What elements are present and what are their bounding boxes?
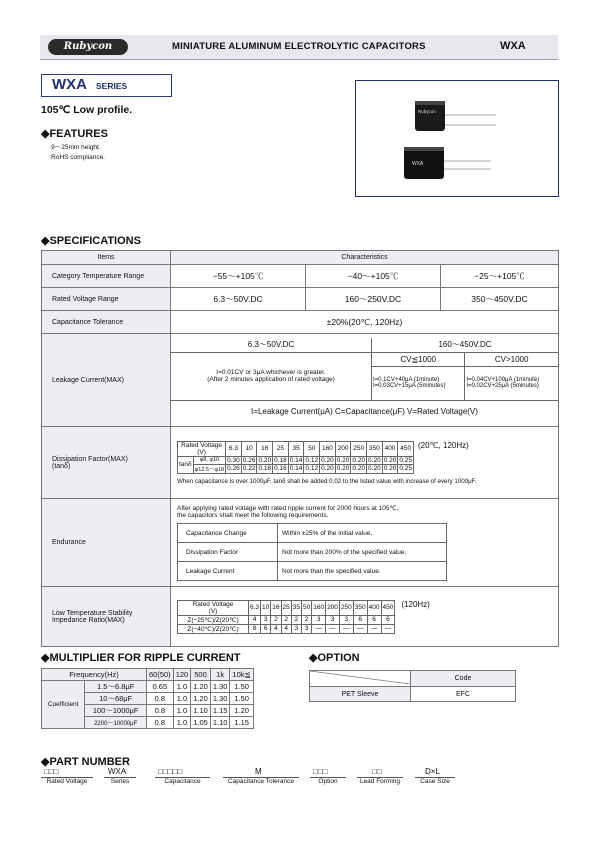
specs-title: ◆SPECIFICATIONS [41, 235, 141, 247]
specifications-table [41, 250, 559, 647]
cell: 0.20 [383, 456, 397, 464]
pn-code: □□ [372, 767, 382, 776]
feature-item: ·RoHS compliance. [49, 154, 105, 161]
cell [178, 600, 249, 615]
cell: 4 [249, 615, 261, 624]
cell: φ8, φ10 [193, 456, 225, 464]
cell: 0.22 [242, 465, 256, 472]
option-table [309, 670, 516, 702]
cell: Capacitance Change [178, 524, 278, 543]
cell: 0.30 [227, 456, 240, 464]
cell: tanδ [178, 456, 194, 473]
cell: 0.20 [352, 465, 366, 472]
cell: 10 [261, 600, 271, 615]
row-label [42, 587, 171, 647]
cell: 1.20 [191, 681, 211, 693]
cell: 500 [191, 669, 211, 681]
row-label: Endurance [42, 499, 171, 587]
cell: 1.50 [230, 693, 253, 705]
cell: 0.26 [242, 456, 256, 464]
row-label: Leakage Current(MAX) [42, 334, 171, 427]
cell: 3 [339, 615, 353, 624]
cell: 35 [291, 600, 301, 615]
leak-text: I=0.02CV+25μA (5minutes) [466, 383, 539, 389]
cell: 3 [291, 624, 301, 633]
cell [372, 366, 465, 400]
cell: Frequency(Hz) [42, 669, 147, 681]
cell: 1.50 [230, 681, 253, 693]
cell: 0.18 [274, 456, 287, 464]
cell: 6 [381, 615, 395, 624]
cell: Not more than the specified value. [278, 562, 447, 581]
feature-item: ·9～25mm height. [49, 144, 101, 151]
lt-table [177, 600, 395, 634]
cell: 0.12 [305, 456, 319, 464]
cell: φ12.5～φ18 [193, 464, 225, 473]
series-box [41, 74, 172, 97]
subtitle: 105℃ Low profile. [41, 104, 133, 116]
header-title: MINIATURE ALUMINUM ELECTROLYTIC CAPACITORS [172, 41, 426, 52]
lt-label: Low Temperature Stability [52, 609, 133, 617]
cell: 0.20 [368, 456, 381, 464]
cell: 1.30 [210, 693, 230, 705]
cell: 0.14 [289, 456, 303, 464]
cell: 6 [353, 615, 367, 624]
series-suffix: SERIES [96, 81, 128, 91]
rubycon-logo: Rubycon [48, 39, 128, 55]
cell: 4 [271, 624, 281, 633]
cap1-label: Rubycon [418, 109, 436, 114]
cell: 250 [339, 600, 353, 615]
cell: 1.0 [173, 705, 191, 717]
pn-label: Lead Forming [357, 777, 403, 785]
cell [465, 366, 558, 400]
cell: CV>1000 [465, 352, 558, 366]
leak-text: I=0.03CV+15μA (5minutes) [373, 383, 446, 389]
leak-text: I=0.01CV or 3μA whichever is greater. [216, 369, 326, 376]
lt-cell [171, 587, 559, 647]
cell: 160 [320, 441, 336, 456]
cell: 6 [261, 624, 271, 633]
cell: 350 [367, 441, 383, 456]
cell: 1.0 [173, 717, 191, 729]
cell [178, 441, 226, 456]
pn-label: Option [310, 777, 346, 785]
multiplier-table [41, 668, 254, 729]
cell: 6.3～50V.DC [171, 338, 372, 352]
cell: Not more than 200% of the specified value. [278, 543, 447, 562]
cell: 0.20 [352, 456, 366, 464]
cell: 450 [398, 441, 414, 456]
pn-label: Capacitance Tolerance [223, 777, 299, 785]
cell: Dissipation Factor [178, 543, 278, 562]
lt-condition: (120Hz) [401, 599, 430, 609]
leak-legend: I=Leakage Current(μA) C=Capacitance(μF) V=Rated Voltage(V) [251, 406, 478, 416]
cell: −40～+105℃ [306, 265, 441, 288]
cell: 0.26 [227, 465, 240, 472]
end-text: the capacitors shall meet the following requirements. [177, 512, 329, 519]
cell: 200 [335, 441, 351, 456]
cell: — [367, 624, 381, 633]
cell: 160～250V.DC [306, 288, 441, 311]
cell: 50 [304, 441, 320, 456]
cell: 2200～10000μF [85, 717, 147, 729]
cell: 6.3 [226, 441, 242, 456]
cell: 0.8 [147, 693, 174, 705]
pn-code: M [255, 767, 262, 776]
pn-code: □□□ [313, 767, 328, 776]
col-items: Items [42, 251, 171, 265]
cell: −25～+105℃ [441, 265, 559, 288]
cell: 1.05 [191, 717, 211, 729]
cell: 50 [301, 600, 311, 615]
pn-label: Case Size [415, 777, 455, 785]
cell: 3 [261, 615, 271, 624]
cell [171, 352, 372, 400]
cell: 2 [301, 615, 311, 624]
cell: 1.0 [173, 681, 191, 693]
cell: 60(50) [147, 669, 174, 681]
part-number-title: ◆PART NUMBER [41, 756, 130, 768]
cell: 10k≦ [230, 669, 253, 681]
product-photo [355, 80, 559, 197]
cell: CV≦1000 [372, 352, 465, 366]
cell: 400 [367, 600, 381, 615]
cell: Within ±25% of the initial value. [278, 524, 447, 543]
cell: 250 [351, 441, 367, 456]
pn-code: WXA [108, 767, 127, 776]
capacitor-image [356, 81, 558, 196]
cell: 1.5～6.8μF [85, 681, 147, 693]
cell: 0.12 [305, 465, 319, 472]
endurance-cell [171, 499, 559, 587]
lt-label2: Impedance Ratio(MAX) [52, 616, 125, 624]
cell: 2 [271, 615, 281, 624]
cell: 16 [257, 441, 273, 456]
cell: 100～1000μF [85, 705, 147, 717]
row-label: Capacitance Tolerance [42, 311, 171, 334]
cell: 10～68μF [85, 693, 147, 705]
cell: 8 [249, 624, 261, 633]
cell: Code [411, 671, 516, 687]
multiplier-title: ◆MULTIPLIER FOR RIPPLE CURRENT [41, 652, 241, 664]
leakage-cell [171, 334, 559, 427]
cell: 25 [273, 441, 289, 456]
cell: 0.20 [383, 465, 397, 472]
row-label: Category Temperature Range [42, 265, 171, 288]
df-cell [171, 427, 559, 499]
cell: 1.15 [210, 705, 230, 717]
row-label: Rated Voltage Range [42, 288, 171, 311]
cell: 2 [291, 615, 301, 624]
cell: — [339, 624, 353, 633]
cell: Z(−40℃)/Z(20℃) [178, 624, 249, 633]
cell: Leakage Current [178, 562, 278, 581]
unit-label: (V) [208, 607, 218, 615]
leak-text: I=0.04CV+100μA (1minute) [466, 377, 540, 383]
cell: −55～+105℃ [171, 265, 306, 288]
option-title: ◆OPTION [309, 652, 360, 664]
series-name: WXA [52, 76, 87, 93]
pn-label: Rated Voltage [41, 777, 93, 785]
cell: 1.20 [191, 693, 211, 705]
cell: 3 [301, 624, 311, 633]
cell: 0.20 [321, 465, 334, 472]
leak-text: (After 2 minutes application of rated voltage) [207, 376, 335, 383]
cell: 0.20 [258, 456, 272, 464]
cell: 1.20 [230, 705, 253, 717]
features-title: ◆FEATURES [41, 128, 108, 140]
cell: 6.3 [249, 600, 261, 615]
end-text: After applying rated voltage with rated ripple current for 2000 hours at 105℃, [177, 505, 399, 512]
cell: 350～450V.DC [441, 288, 559, 311]
cell: 1.15 [230, 717, 253, 729]
cell: 0.25 [399, 465, 412, 472]
cell: 0.8 [147, 705, 174, 717]
cell: 35 [288, 441, 304, 456]
cell: 0.65 [147, 681, 174, 693]
cell: ±20%(20℃, 120Hz) [171, 311, 559, 334]
cell: 450 [381, 600, 395, 615]
cell: 1k [210, 669, 230, 681]
cell: PET Sleeve [310, 687, 411, 702]
cell: 6 [367, 615, 381, 624]
cell: 200 [326, 600, 340, 615]
df-label: Dissipation Factor(MAX) [52, 455, 128, 463]
cell: — [381, 624, 395, 633]
cell: 4 [281, 624, 291, 633]
cell: — [353, 624, 367, 633]
cell: 400 [382, 441, 398, 456]
cell: Z(−25℃)/Z(20℃) [178, 615, 249, 624]
cell: 1.0 [173, 693, 191, 705]
df-label2: (tanδ) [52, 462, 71, 470]
pn-label: Capacitance [155, 777, 210, 785]
cell: 160 [312, 600, 326, 615]
cell: 0.18 [258, 465, 272, 472]
pn-label: Series [104, 777, 136, 785]
df-note: When capacitance is over 1000μF, tanδ shall be added 0.02 to the listed value with increase of every 1000μF. [177, 477, 477, 485]
cell: 0.16 [274, 465, 287, 472]
pn-code: D×L [425, 767, 440, 776]
col-characteristics: Characteristics [171, 251, 559, 265]
cell: 1.30 [210, 681, 230, 693]
cell: 6.3～50V.DC [171, 288, 306, 311]
cell: 0.20 [368, 465, 381, 472]
cell: — [312, 624, 326, 633]
pn-code: □□□ [44, 767, 59, 776]
cell: 3 [326, 615, 340, 624]
cell: 120 [173, 669, 191, 681]
endurance-table [177, 523, 447, 581]
cell: — [326, 624, 340, 633]
cell: 0.20 [336, 465, 350, 472]
diag-cell [310, 671, 411, 687]
cell: 350 [353, 600, 367, 615]
df-table [177, 441, 414, 474]
cell: 1.10 [191, 705, 211, 717]
leak-text: I=0.1CV+40μA (1minute) [373, 377, 440, 383]
cell: 160～450V.DC [372, 338, 559, 352]
cell: Coefficient [42, 681, 85, 729]
diagonal-line [310, 671, 410, 684]
unit-label: (V) [197, 448, 206, 456]
cell: 1.10 [210, 717, 230, 729]
row-label [42, 427, 171, 499]
cell: 3 [312, 615, 326, 624]
cell: 25 [281, 600, 291, 615]
rv-label: Rated Voltage [181, 441, 222, 449]
cell: 0.14 [289, 465, 303, 472]
cell: 0.20 [336, 456, 350, 464]
df-condition: (20℃, 120Hz) [418, 440, 469, 450]
pn-code: □□□□□ [158, 767, 183, 776]
cell: 10 [241, 441, 257, 456]
cell: EFC [411, 687, 516, 702]
cell: 0.20 [321, 456, 334, 464]
cell: 0.25 [399, 456, 412, 464]
cell: 16 [271, 600, 281, 615]
cell: 2 [281, 615, 291, 624]
cap2-label: WXA [412, 161, 424, 167]
cell: 0.8 [147, 717, 174, 729]
header-code: WXA [500, 40, 526, 52]
rv-label: Rated Voltage [192, 600, 234, 608]
